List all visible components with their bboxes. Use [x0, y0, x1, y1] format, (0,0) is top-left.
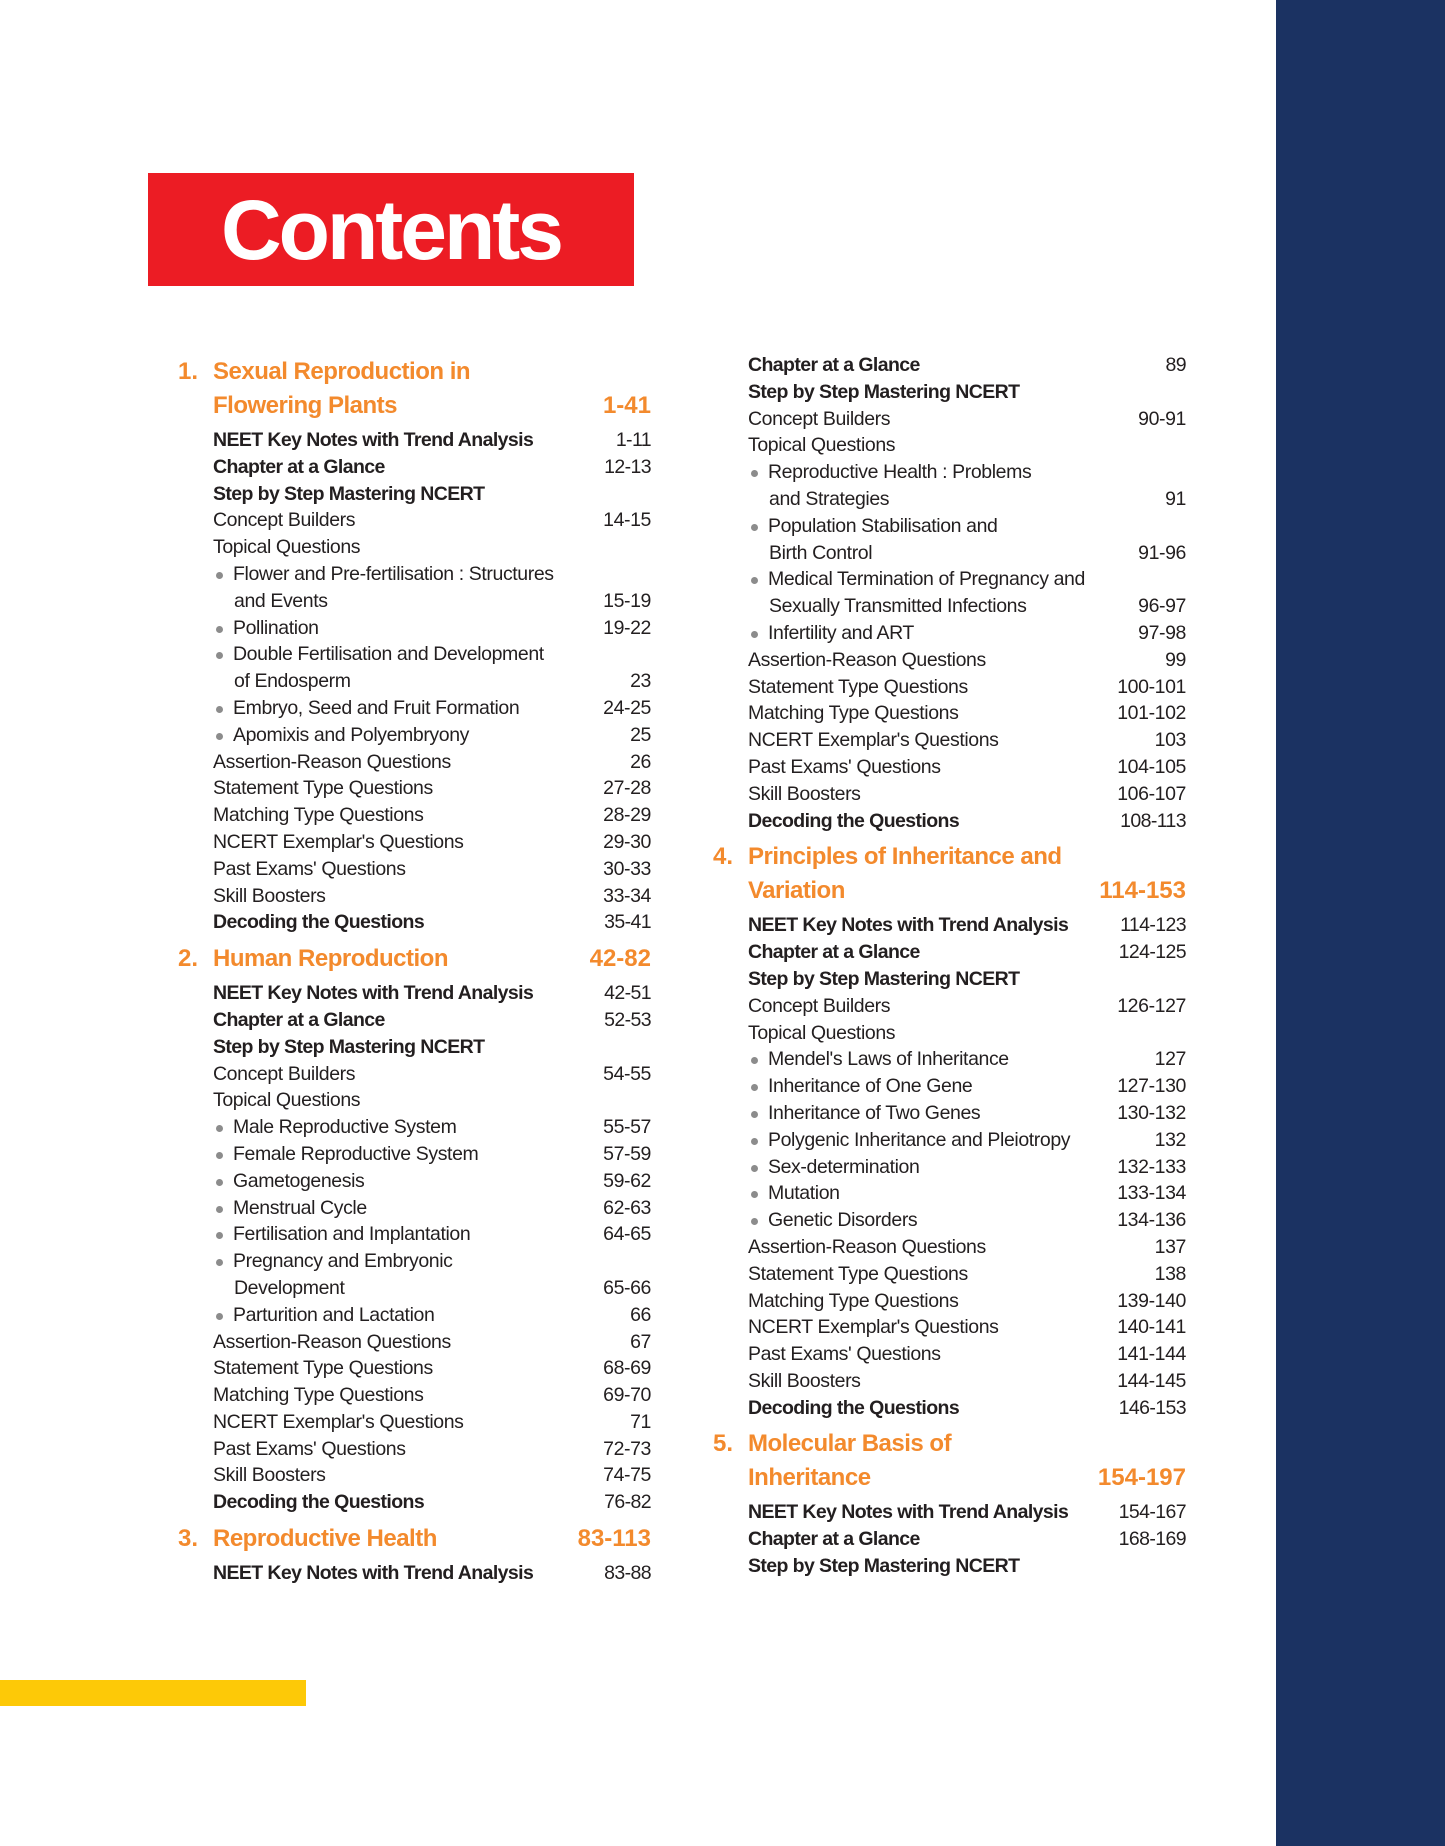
toc-subtopic-entry[interactable] [213, 561, 651, 615]
toc-entry[interactable] [748, 1234, 1186, 1261]
entry-label: Infertility and ART [768, 621, 914, 644]
chapter-page-range: 154-197 [1097, 1464, 1186, 1492]
entry-label: Assertion-Reason Questions [748, 1235, 986, 1258]
toc-subtopic-entry[interactable] [213, 1114, 651, 1141]
chapter-number: 1. [178, 358, 199, 385]
toc-entry[interactable] [213, 856, 651, 883]
entry-page-range: 127 [1154, 1048, 1186, 1071]
toc-entry[interactable] [213, 1061, 651, 1088]
toc-entry[interactable] [213, 909, 651, 936]
entry-label-continued: Birth Control [769, 541, 873, 564]
entry-page-range: 99 [1165, 648, 1186, 671]
chapter-heading[interactable] [713, 840, 1186, 908]
toc-subtopic-entry[interactable] [213, 615, 651, 642]
entry-label: Chapter at a Glance [748, 1528, 920, 1551]
toc-entry[interactable] [748, 966, 1186, 993]
entry-label: NEET Key Notes with Trend Analysis [748, 914, 1069, 937]
toc-entry[interactable] [748, 727, 1186, 754]
toc-entry[interactable] [748, 1314, 1186, 1341]
entry-label: Topical Questions [748, 1021, 896, 1044]
entry-label: NCERT Exemplar's Questions [213, 1410, 464, 1433]
toc-entry[interactable] [748, 1261, 1186, 1288]
entry-page-range: 91-96 [1138, 541, 1186, 564]
entry-page-range: 146-153 [1118, 1396, 1186, 1419]
chapter-heading[interactable] [178, 1522, 651, 1556]
entry-page-range: 168-169 [1118, 1528, 1186, 1551]
entry-label: Matching Type Questions [213, 804, 424, 827]
toc-subtopic-entry[interactable] [748, 566, 1186, 620]
entry-page-range: 71 [630, 1410, 651, 1433]
chapter-heading[interactable] [178, 355, 651, 423]
entry-page-range: 144-145 [1117, 1369, 1186, 1392]
entry-page-range: 138 [1154, 1262, 1186, 1285]
chapter-number: 3. [178, 1525, 199, 1553]
entry-label: Concept Builders [213, 509, 356, 532]
entry-label: Assertion-Reason Questions [213, 1330, 451, 1353]
entry-label: Parturition and Lactation [233, 1303, 435, 1326]
toc-entry[interactable] [748, 781, 1186, 808]
entry-label: Statement Type Questions [213, 1357, 433, 1380]
entry-page-range: 100-101 [1117, 675, 1186, 698]
entry-page-range: 132-133 [1117, 1155, 1186, 1178]
entry-page-range: 1-11 [615, 429, 651, 451]
chapter-title-line: Molecular Basis of [748, 1430, 952, 1458]
entry-label: Chapter at a Glance [213, 1008, 385, 1031]
entry-page-range: 19-22 [603, 616, 651, 639]
toc-entry[interactable] [748, 808, 1186, 835]
toc-entry[interactable] [748, 674, 1186, 701]
chapter-page-range: 114-153 [1099, 877, 1186, 905]
entry-label: Fertilisation and Implantation [233, 1223, 471, 1246]
entry-page-range: 25 [630, 723, 651, 746]
chapter-page-range: 1-41 [602, 392, 651, 419]
entry-label: Flower and Pre-fertilisation : Structures [233, 562, 554, 585]
entry-page-range: 64-65 [603, 1223, 651, 1246]
entry-label: Sex-determination [768, 1155, 920, 1178]
entry-label: NEET Key Notes with Trend Analysis [213, 1562, 534, 1585]
toc-entry[interactable] [748, 379, 1186, 406]
toc-subtopic-entry[interactable] [748, 1073, 1186, 1100]
toc-entry[interactable] [748, 1395, 1186, 1422]
entry-page-range: 52-53 [604, 1008, 651, 1031]
page-title-banner [148, 173, 634, 286]
toc-entry[interactable] [748, 993, 1186, 1020]
toc-entry[interactable] [748, 1341, 1186, 1368]
entry-page-range: 106-107 [1117, 782, 1186, 805]
entry-page-range: 140-141 [1117, 1316, 1186, 1339]
entry-label: Menstrual Cycle [233, 1196, 367, 1219]
entry-label: Decoding the Questions [213, 911, 425, 934]
entry-label: Genetic Disorders [768, 1209, 918, 1232]
toc-entry[interactable] [748, 406, 1186, 433]
entry-page-range: 72-73 [603, 1437, 651, 1460]
toc-entry[interactable] [213, 749, 651, 776]
toc-entry[interactable] [748, 1499, 1186, 1526]
toc-entry[interactable] [213, 1007, 651, 1034]
entry-page-range: 26 [630, 750, 651, 773]
toc-entry[interactable] [748, 700, 1186, 727]
entry-label: Decoding the Questions [748, 1396, 960, 1419]
toc-entry[interactable] [213, 1436, 651, 1463]
toc-subtopic-entry[interactable] [213, 722, 651, 749]
entry-label: Female Reproductive System [233, 1142, 479, 1165]
toc-column-right [713, 352, 1186, 1580]
entry-page-range: 114-123 [1120, 914, 1186, 937]
chapter-title [213, 355, 651, 423]
entry-page-range: 89 [1165, 354, 1186, 376]
entry-label: Matching Type Questions [748, 702, 959, 725]
entry-label: Assertion-Reason Questions [748, 648, 986, 671]
entry-page-range: 104-105 [1117, 755, 1186, 778]
entry-label: Matching Type Questions [213, 1384, 424, 1407]
toc-entry[interactable] [213, 1382, 651, 1409]
toc-subtopic-entry[interactable] [748, 1207, 1186, 1234]
entry-label: Double Fertilisation and Development [233, 643, 544, 666]
entry-label: Assertion-Reason Questions [213, 750, 451, 773]
chapter-title-line: Inheritance [748, 1464, 871, 1492]
toc-entry[interactable] [213, 534, 651, 561]
entry-page-range: 103 [1154, 729, 1186, 752]
entry-label-continued: Sexually Transmitted Infections [769, 595, 1027, 618]
toc-subtopic-entry[interactable] [748, 1100, 1186, 1127]
entry-page-range: 62-63 [603, 1196, 651, 1219]
chapter-heading[interactable] [178, 942, 651, 976]
entry-label: NCERT Exemplar's Questions [748, 1316, 999, 1339]
entry-page-range: 126-127 [1117, 994, 1186, 1017]
toc-entry[interactable] [213, 980, 651, 1007]
chapter-page-range: 83-113 [577, 1525, 651, 1553]
entry-label: Step by Step Mastering NCERT [213, 1035, 485, 1058]
entry-page-range: 69-70 [603, 1384, 651, 1407]
entry-label: Polygenic Inheritance and Pleiotropy [768, 1128, 1071, 1151]
entry-label: Topical Questions [213, 1089, 361, 1112]
entry-page-range: 15-19 [603, 589, 651, 612]
toc-entry[interactable] [213, 427, 651, 454]
toc-subtopic-entry[interactable] [748, 1154, 1186, 1181]
toc-entry[interactable] [213, 1462, 651, 1489]
entry-page-range: 76-82 [604, 1491, 651, 1514]
toc-entry[interactable] [748, 647, 1186, 674]
toc-subtopic-entry[interactable] [748, 1127, 1186, 1154]
toc-entry[interactable] [213, 1560, 651, 1587]
entry-page-range: 154-167 [1118, 1501, 1186, 1524]
toc-entry[interactable] [748, 432, 1186, 459]
toc-entry[interactable] [748, 1368, 1186, 1395]
entry-label: Skill Boosters [748, 782, 861, 805]
entry-page-range: 139-140 [1117, 1289, 1186, 1312]
entry-page-range: 74-75 [603, 1464, 651, 1487]
toc-entry[interactable] [213, 1409, 651, 1436]
side-bar-navy [1276, 0, 1445, 1846]
entry-page-range: 59-62 [603, 1169, 651, 1192]
entry-page-range: 68-69 [603, 1357, 651, 1380]
toc-entry[interactable] [213, 1355, 651, 1382]
entry-label: Chapter at a Glance [213, 455, 385, 478]
entry-label: Past Exams' Questions [213, 1437, 406, 1460]
toc-entry[interactable] [748, 754, 1186, 781]
entry-label: Mutation [768, 1182, 840, 1205]
entry-page-range: 12-13 [604, 455, 651, 478]
entry-page-range: 124-125 [1118, 941, 1186, 964]
entry-label: Reproductive Health : Problems [768, 461, 1032, 484]
toc-entry[interactable] [213, 454, 651, 481]
entry-label: Statement Type Questions [748, 1262, 968, 1285]
entry-label: Male Reproductive System [233, 1116, 457, 1139]
entry-label: Step by Step Mastering NCERT [748, 380, 1020, 403]
chapter-title-line: Flowering Plants [213, 392, 398, 419]
entry-label: Mendel's Laws of Inheritance [768, 1048, 1009, 1071]
entry-page-range: 83-88 [604, 1562, 651, 1585]
toc-subtopic-entry[interactable] [748, 459, 1186, 513]
entry-page-range: 141-144 [1117, 1343, 1186, 1366]
entry-label: Step by Step Mastering NCERT [213, 482, 485, 505]
entry-page-range: 67 [630, 1330, 651, 1353]
entry-label: NEET Key Notes with Trend Analysis [213, 982, 534, 1005]
entry-page-range: 66 [630, 1303, 651, 1326]
entry-label-continued: Development [234, 1276, 345, 1299]
toc-subtopic-entry[interactable] [213, 1302, 651, 1329]
entry-label: Past Exams' Questions [748, 755, 941, 778]
entry-label: Inheritance of One Gene [768, 1075, 973, 1098]
entry-label: Apomixis and Polyembryony [233, 723, 470, 746]
page-title: Contents [221, 182, 561, 277]
toc-entry[interactable] [213, 1329, 651, 1356]
entry-page-range: 65-66 [603, 1276, 651, 1299]
chapter-heading[interactable] [713, 1427, 1186, 1495]
entry-label: Chapter at a Glance [748, 354, 920, 376]
toc-subtopic-entry[interactable] [213, 641, 651, 695]
entry-label-continued: of Endosperm [234, 670, 351, 693]
entry-page-range: 28-29 [603, 804, 651, 827]
toc-subtopic-entry[interactable] [748, 620, 1186, 647]
toc-entry[interactable] [748, 1526, 1186, 1553]
entry-label: Topical Questions [748, 434, 896, 457]
entry-label: Chapter at a Glance [748, 941, 920, 964]
chapter-title-line: Human Reproduction [213, 945, 448, 973]
toc-entry[interactable] [213, 481, 651, 508]
toc-subtopic-entry[interactable] [213, 1248, 651, 1302]
accent-bar-yellow [0, 1680, 306, 1706]
toc-entry[interactable] [748, 1288, 1186, 1315]
toc-entry[interactable] [213, 1087, 651, 1114]
entry-label: Topical Questions [213, 536, 361, 559]
entry-label: Statement Type Questions [748, 675, 968, 698]
entry-page-range: 54-55 [603, 1062, 651, 1085]
toc-entry[interactable] [213, 802, 651, 829]
entry-page-range: 133-134 [1117, 1182, 1186, 1205]
chapter-number: 2. [178, 945, 199, 973]
entry-label: NCERT Exemplar's Questions [748, 729, 999, 752]
entry-page-range: 30-33 [603, 857, 651, 880]
entry-label-continued: and Events [234, 589, 328, 612]
toc-subtopic-entry[interactable] [213, 1195, 651, 1222]
entry-page-range: 132 [1154, 1128, 1186, 1151]
entry-page-range: 55-57 [603, 1116, 651, 1139]
toc-entry[interactable] [748, 939, 1186, 966]
entry-page-range: 42-51 [604, 982, 651, 1005]
toc-entry[interactable] [748, 1553, 1186, 1580]
entry-page-range: 127-130 [1117, 1075, 1186, 1098]
entry-label: Embryo, Seed and Fruit Formation [233, 696, 520, 719]
entry-label-continued: and Strategies [769, 487, 890, 510]
entry-page-range: 97-98 [1138, 621, 1186, 644]
entry-page-range: 108-113 [1120, 809, 1186, 832]
entry-page-range: 35-41 [604, 911, 651, 934]
chapter-number: 4. [713, 843, 734, 871]
toc-column-left [178, 355, 651, 1587]
chapter-title-line: Principles of Inheritance and [748, 843, 1062, 871]
entry-label: Decoding the Questions [748, 809, 960, 832]
entry-label: Gametogenesis [233, 1169, 365, 1192]
entry-page-range: 101-102 [1117, 702, 1186, 725]
entry-label: Pregnancy and Embryonic [233, 1250, 453, 1273]
toc-subtopic-entry[interactable] [213, 695, 651, 722]
entry-label: Step by Step Mastering NCERT [748, 967, 1020, 990]
entry-page-range: 29-30 [603, 830, 651, 853]
toc-subtopic-entry[interactable] [213, 1168, 651, 1195]
entry-page-range: 90-91 [1138, 407, 1186, 430]
entry-label: Matching Type Questions [748, 1289, 959, 1312]
toc-entry[interactable] [213, 883, 651, 910]
toc-subtopic-entry[interactable] [748, 1046, 1186, 1073]
entry-label: Concept Builders [213, 1062, 356, 1085]
toc-entry[interactable] [748, 352, 1186, 379]
entry-label: Skill Boosters [213, 884, 326, 907]
entry-label: Inheritance of Two Genes [768, 1101, 981, 1124]
entry-label: Statement Type Questions [213, 777, 433, 800]
chapter-title-line: Sexual Reproduction in [213, 358, 471, 385]
entry-page-range: 91 [1165, 487, 1186, 510]
chapter-title-line: Reproductive Health [213, 1525, 437, 1553]
entry-label: NCERT Exemplar's Questions [213, 830, 464, 853]
entry-label: Skill Boosters [748, 1369, 861, 1392]
entry-label: NEET Key Notes with Trend Analysis [748, 1501, 1069, 1524]
entry-page-range: 57-59 [603, 1142, 651, 1165]
entry-page-range: 33-34 [603, 884, 651, 907]
chapter-title [213, 942, 651, 976]
entry-label: Skill Boosters [213, 1464, 326, 1487]
toc-entry[interactable] [748, 1020, 1186, 1047]
toc-entry[interactable] [213, 775, 651, 802]
entry-label: Step by Step Mastering NCERT [748, 1555, 1020, 1578]
entry-label: Past Exams' Questions [748, 1343, 941, 1366]
entry-label: Past Exams' Questions [213, 857, 406, 880]
entry-label: Concept Builders [748, 407, 891, 430]
toc-subtopic-entry[interactable] [748, 513, 1186, 567]
entry-page-range: 24-25 [603, 696, 651, 719]
entry-label: NEET Key Notes with Trend Analysis [213, 429, 534, 451]
entry-page-range: 27-28 [603, 777, 651, 800]
entry-label: Population Stabilisation and [768, 514, 998, 537]
toc-entry[interactable] [748, 912, 1186, 939]
toc-entry[interactable] [213, 1034, 651, 1061]
toc-subtopic-entry[interactable] [748, 1180, 1186, 1207]
entry-page-range: 134-136 [1117, 1209, 1186, 1232]
toc-subtopic-entry[interactable] [213, 1141, 651, 1168]
chapter-title-line: Variation [748, 877, 845, 905]
entry-label: Decoding the Questions [213, 1491, 425, 1514]
entry-label: Medical Termination of Pregnancy and [768, 568, 1085, 591]
entry-label: Concept Builders [748, 994, 891, 1017]
entry-page-range: 96-97 [1138, 595, 1186, 618]
toc-entry[interactable] [213, 1489, 651, 1516]
entry-page-range: 137 [1154, 1235, 1186, 1258]
toc-entry[interactable] [213, 829, 651, 856]
entry-page-range: 23 [630, 670, 651, 693]
chapter-number: 5. [713, 1430, 734, 1458]
entry-page-range: 14-15 [603, 509, 651, 532]
chapter-page-range: 42-82 [589, 945, 651, 973]
entry-label: Pollination [233, 616, 319, 639]
toc-entry[interactable] [213, 507, 651, 534]
entry-page-range: 130-132 [1117, 1101, 1186, 1124]
toc-subtopic-entry[interactable] [213, 1221, 651, 1248]
